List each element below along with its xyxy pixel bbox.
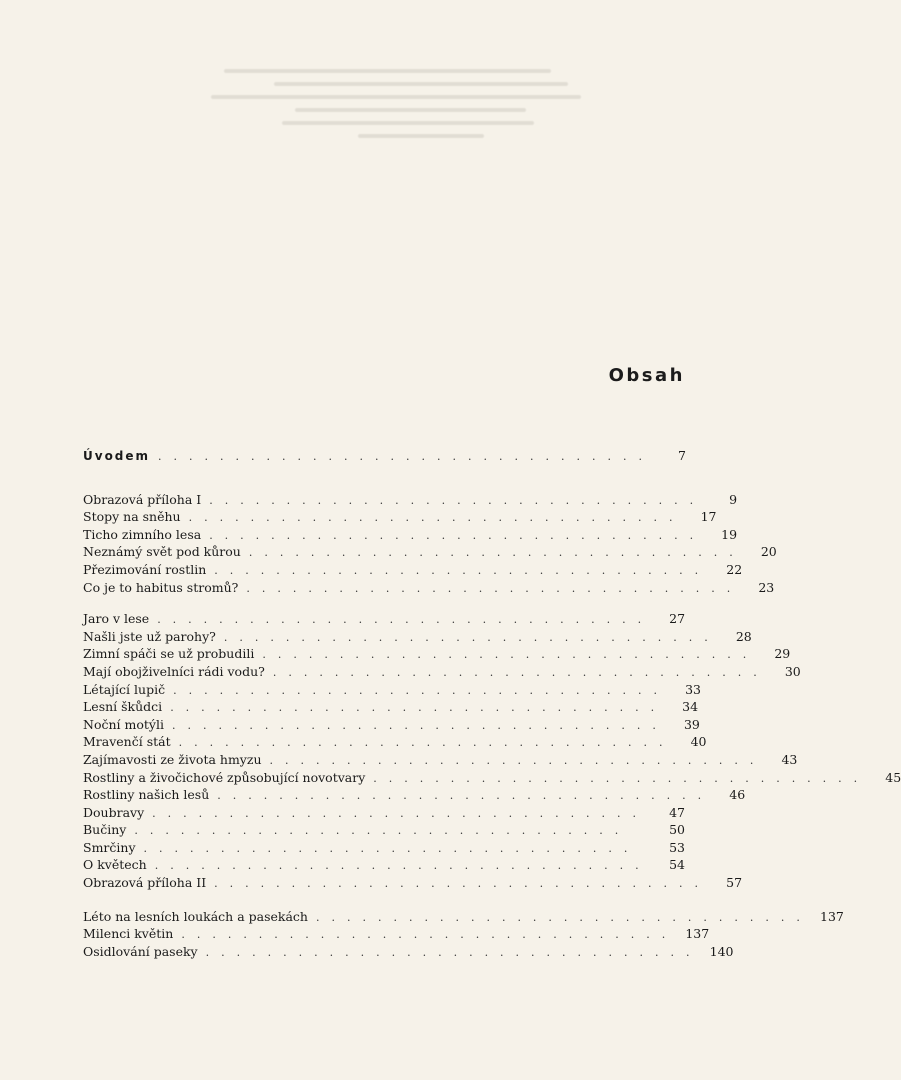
leader-dots: ................................ <box>272 665 769 679</box>
toc-entry-page: 19 <box>721 526 738 542</box>
toc-entry[interactable] <box>83 509 717 527</box>
leader-dots: ................................ <box>262 648 759 662</box>
toc-entry[interactable] <box>83 561 743 580</box>
leader-dots: ................................ <box>209 528 706 542</box>
toc-entry-page: 23 <box>758 579 775 595</box>
toc-entry-label: Rostliny a živočichové způsobující novotvary <box>83 769 366 785</box>
toc-entry-page: 57 <box>726 875 743 891</box>
toc-entry[interactable] <box>83 544 777 562</box>
toc-entry[interactable] <box>83 628 752 647</box>
toc-entry[interactable] <box>83 526 738 545</box>
toc-entry-label: Stopy na sněhu <box>83 509 181 525</box>
toc-entry-page: 54 <box>669 857 685 873</box>
toc-entry-page: 29 <box>774 646 791 662</box>
toc-entry-label: Osidlování paseky <box>83 943 198 959</box>
toc-entry[interactable] <box>83 840 685 858</box>
toc-entry[interactable] <box>83 857 685 875</box>
leader-dots: ................................ <box>188 511 685 525</box>
toc-entry-label: Doubravy <box>83 804 145 820</box>
toc-entry-label: Neznámý svět pod kůrou <box>83 544 241 560</box>
leader-dots: ................................ <box>248 546 745 560</box>
toc-entry-label: Zajímavosti ze života hmyzu <box>83 751 262 767</box>
toc-entry[interactable] <box>83 875 743 893</box>
toc-entry-label: Zimní spáči se už probudili <box>83 646 255 662</box>
leader-dots: ................................ <box>178 736 675 750</box>
toc-entry-page: 47 <box>669 804 685 820</box>
leader-dots: ................................ <box>223 630 720 644</box>
toc-entry[interactable] <box>83 751 798 770</box>
leader-dots: ................................ <box>134 824 631 838</box>
toc-entry[interactable] <box>83 611 685 629</box>
toc-entry-label: Obrazová příloha I <box>83 491 202 507</box>
toc-entry-page: 27 <box>669 611 686 627</box>
toc-entry[interactable] <box>83 787 746 805</box>
toc-entry-label: Léto na lesních loukách a pasekách <box>83 908 308 924</box>
toc-entry-page: 46 <box>729 787 746 803</box>
toc-entry-label: Milenci květin <box>83 926 174 942</box>
toc-entry-page: 33 <box>685 681 701 697</box>
toc-entry[interactable] <box>83 769 901 788</box>
toc-entry[interactable] <box>83 926 710 944</box>
leader-dots: ................................ <box>214 877 711 891</box>
bleed-through-text <box>190 60 610 147</box>
toc-entry-page: 50 <box>669 822 685 838</box>
leader-dots: ................................ <box>269 753 766 767</box>
toc-entry-page: 30 <box>784 663 801 679</box>
toc-entry-page: 43 <box>781 751 798 767</box>
toc-entry-page: 34 <box>682 699 699 715</box>
toc-entry-page: 137 <box>685 926 710 942</box>
toc-entry-page: 9 <box>729 491 738 507</box>
toc-entry[interactable] <box>83 805 685 823</box>
toc-entry-label: Lesní škůdci <box>83 699 163 715</box>
toc-entry-label: Jaro v lese <box>83 611 150 627</box>
page-title: Obsah <box>608 365 685 386</box>
toc-entry-page: 7 <box>677 448 686 463</box>
toc-entry-page: 140 <box>709 943 734 959</box>
toc-entry[interactable] <box>83 646 791 664</box>
toc-entry[interactable] <box>83 734 707 752</box>
toc-entry[interactable] <box>83 663 801 682</box>
toc-entry-label: Přezimování rostlin <box>83 561 207 577</box>
toc-entry-label: Našli jste už parohy? <box>83 628 216 644</box>
toc-entry-page: 22 <box>726 561 743 577</box>
leader-dots: ................................ <box>171 718 668 732</box>
leader-dots: ................................ <box>373 771 870 785</box>
leader-dots: ................................ <box>315 910 812 924</box>
toc-entry[interactable] <box>83 681 701 700</box>
toc-entry-label: Mají obojživelníci rádi vodu? <box>83 663 265 679</box>
toc-entry-page: 40 <box>690 734 707 750</box>
leader-dots: ................................ <box>209 493 706 507</box>
toc-entry-label: Úvodem <box>83 449 151 463</box>
toc-entry[interactable] <box>83 579 775 598</box>
toc-entry[interactable] <box>83 822 685 840</box>
toc-entry[interactable] <box>83 908 844 927</box>
toc-entry-label: Mravenčí stát <box>83 734 171 750</box>
leader-dots: ................................ <box>143 841 640 855</box>
toc-entry[interactable] <box>83 943 734 962</box>
toc-entry-page: 28 <box>735 628 752 644</box>
toc-entry-label: Rostliny našich lesů <box>83 787 210 803</box>
toc-entry-label: Obrazová příloha II <box>83 875 207 891</box>
toc-entry[interactable] <box>83 491 738 510</box>
toc-entry[interactable] <box>83 699 699 717</box>
leader-dots: ................................ <box>154 859 651 873</box>
toc-entry-label: Smrčiny <box>83 839 136 855</box>
leader-dots: ................................ <box>152 806 649 820</box>
leader-dots: ................................ <box>157 613 654 627</box>
toc-entry[interactable] <box>83 716 700 735</box>
toc-entry-page: 39 <box>683 716 700 732</box>
leader-dots: ................................ <box>217 789 714 803</box>
toc-entry-page: 45 <box>885 769 901 785</box>
toc-entry-page: 17 <box>700 509 717 525</box>
leader-dots: ................................ <box>214 563 711 577</box>
leader-dots: ................................ <box>246 581 743 595</box>
table-of-contents <box>83 448 901 961</box>
toc-entry-uvodem[interactable] <box>83 448 685 466</box>
leader-dots: ................................ <box>158 450 654 463</box>
toc-entry-label: Co je to habitus stromů? <box>83 579 239 595</box>
leader-dots: ................................ <box>181 928 678 942</box>
toc-entry-page: 20 <box>760 544 777 560</box>
toc-entry-label: Ticho zimního lesa <box>83 526 202 542</box>
leader-dots: ................................ <box>173 683 669 697</box>
toc-entry-label: O květech <box>83 857 147 873</box>
toc-entry-page: 53 <box>669 839 685 855</box>
toc-entry-label: Noční motýli <box>83 716 164 732</box>
toc-entry-page: 137 <box>820 908 844 924</box>
toc-entry-label: Bučiny <box>83 822 127 838</box>
leader-dots: ................................ <box>205 945 702 959</box>
leader-dots: ................................ <box>170 701 667 715</box>
toc-entry-label: Létající lupič <box>83 681 166 697</box>
